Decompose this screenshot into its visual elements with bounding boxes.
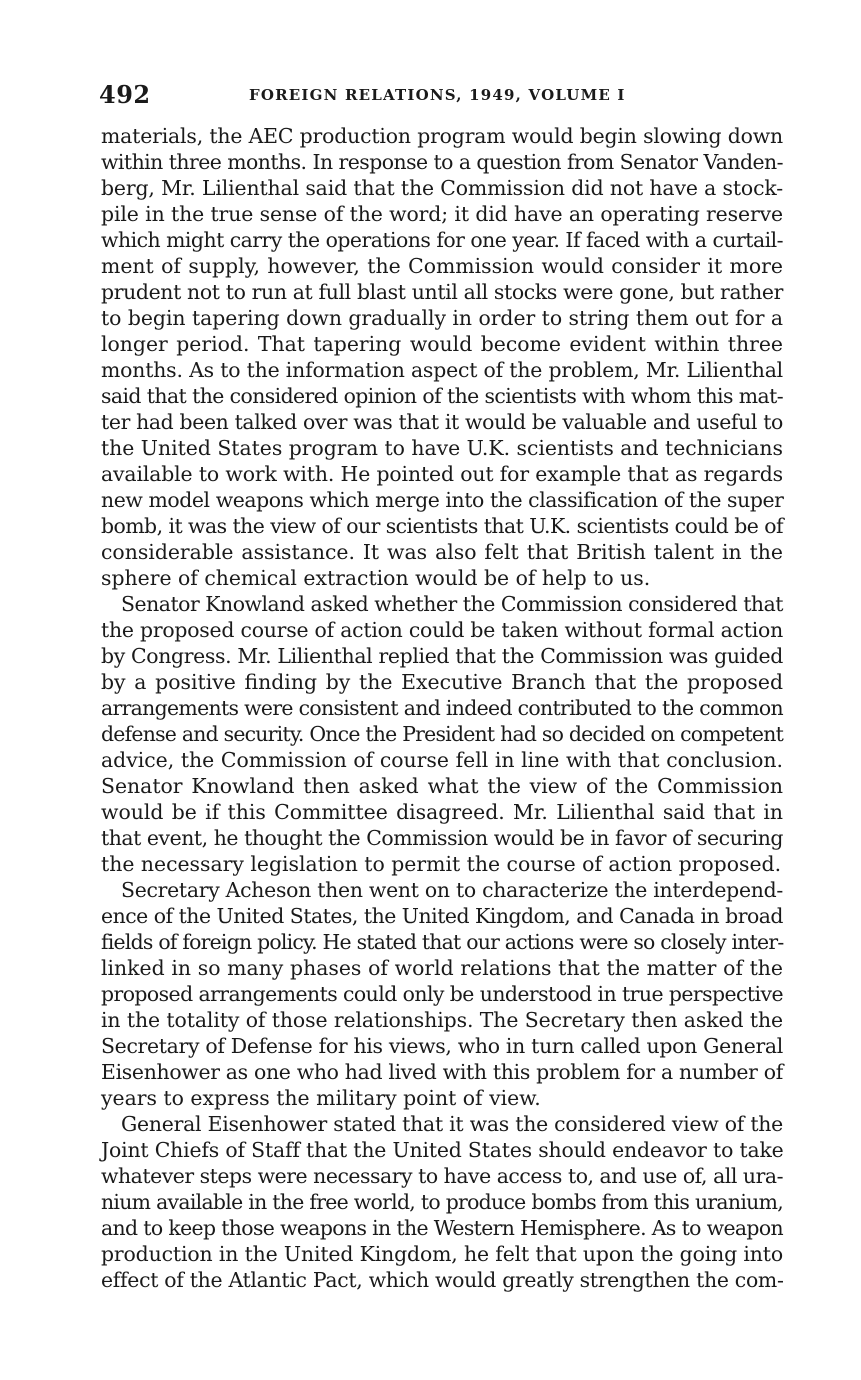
paragraph-2 xyxy=(101,591,783,877)
text-line: pile in the true sense of the word; it did have an operating reserve xyxy=(101,202,784,226)
text-line: which might carry the operations for one year. If faced with a curtail- xyxy=(101,228,784,252)
text-line: longer period. That tapering would become evident within three xyxy=(101,332,783,356)
text-line: materials, the AEC production program would begin slowing down xyxy=(101,124,783,148)
text-line: available to work with. He pointed out for example that as regards xyxy=(101,462,784,486)
page-header xyxy=(99,80,819,110)
text-line: that event, he thought the Commission would be in favor of securing xyxy=(101,826,784,850)
paragraph-3 xyxy=(101,877,783,1111)
text-line: ment of supply, however, the Commission would consider it more xyxy=(101,254,783,278)
text-line: production in the United Kingdom, he felt that upon the going into xyxy=(101,1242,783,1266)
text-line: Secretary Acheson then went on to characterize the interdepend- xyxy=(121,878,784,902)
text-line: in the totality of those relationships. The Secretary then asked the xyxy=(101,1008,783,1032)
text-line: new model weapons which merge into the classification of the super xyxy=(101,488,784,512)
text-line: General Eisenhower stated that it was the considered view of the xyxy=(121,1112,784,1136)
text-line: bomb, it was the view of our scientists that U.K. scientists could be of xyxy=(101,514,784,538)
text-line: the proposed course of action could be taken without formal action xyxy=(101,618,783,642)
text-line: whatever steps were necessary to have access to, and use of, all ura- xyxy=(101,1164,783,1188)
text-line: nium available in the free world, to produce bombs from this uranium, xyxy=(101,1190,783,1214)
text-line: fields of foreign policy. He stated that our actions were so closely inter- xyxy=(101,930,784,954)
text-line: linked in so many phases of world relations that the matter of the xyxy=(101,956,783,980)
text-line: and to keep those weapons in the Western Hemisphere. As to weapon xyxy=(101,1216,783,1240)
text-line: Joint Chiefs of Staff that the United States should endeavor to take xyxy=(101,1138,784,1162)
body-text xyxy=(101,123,783,1293)
text-line: months. As to the information aspect of the problem, Mr. Lilienthal xyxy=(101,358,784,382)
text-line: Secretary of Defense for his views, who in turn called upon General xyxy=(101,1034,783,1058)
text-line: the United States program to have U.K. scientists and technicians xyxy=(101,436,783,460)
text-line: would be if this Committee disagreed. Mr. Lilienthal said that in xyxy=(101,800,783,824)
text-line: Senator Knowland asked whether the Commission considered that xyxy=(121,592,784,616)
text-line: sphere of chemical extraction would be of help to us. xyxy=(101,566,651,590)
text-line: Eisenhower as one who had lived with this problem for a number of xyxy=(101,1060,783,1084)
text-line: within three months. In response to a question from Senator Vanden- xyxy=(101,150,784,174)
text-line: ter had been talked over was that it would be valuable and useful to xyxy=(101,410,783,434)
text-line: proposed arrangements could only be understood in true perspective xyxy=(101,982,784,1006)
text-line: said that the considered opinion of the scientists with whom this mat- xyxy=(101,384,784,408)
text-line: by Congress. Mr. Lilienthal replied that the Commission was guided xyxy=(101,644,783,668)
text-line: ence of the United States, the United Kingdom, and Canada in broad xyxy=(101,904,783,928)
text-line: arrangements were consistent and indeed contributed to the common xyxy=(101,696,784,720)
paragraph-4 xyxy=(101,1111,783,1293)
text-line: Senator Knowland then asked what the view of the Commission xyxy=(101,774,783,798)
text-line: effect of the Atlantic Pact, which would greatly strengthen the com- xyxy=(101,1268,784,1292)
text-line: prudent not to run at full blast until all stocks were gone, but rather xyxy=(101,280,783,304)
text-line: to begin tapering down gradually in order to string them out for a xyxy=(101,306,783,330)
text-line: defense and security. Once the President had so decided on competent xyxy=(101,722,784,746)
text-line: advice, the Commission of course fell in line with that conclusion. xyxy=(101,748,783,772)
text-line: the necessary legislation to permit the course of action proposed. xyxy=(101,852,782,876)
page-number: 492 xyxy=(99,80,151,109)
paragraph-1 xyxy=(101,123,783,591)
text-line: considerable assistance. It was also felt that British talent in the xyxy=(101,540,783,564)
running-head: FOREIGN RELATIONS, 1949, VOLUME I xyxy=(249,86,626,104)
text-line: berg, Mr. Lilienthal said that the Commission did not have a stock- xyxy=(101,176,783,200)
text-line: years to express the military point of view. xyxy=(101,1086,541,1110)
text-line: by a positive finding by the Executive Branch that the proposed xyxy=(101,670,783,694)
